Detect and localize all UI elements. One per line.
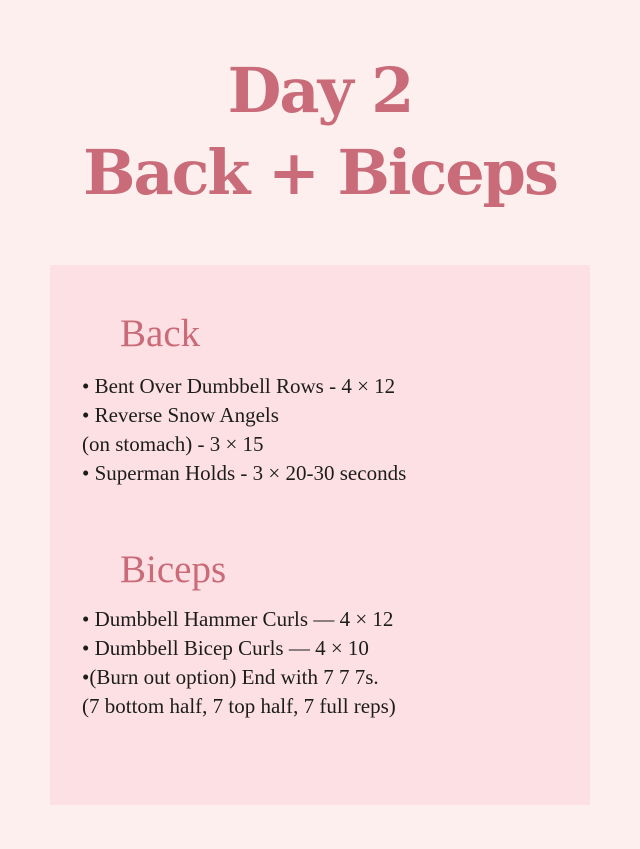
page-title-day: Day 2 — [227, 54, 413, 127]
workout-card — [50, 265, 590, 805]
page-title-workout: Back + Biceps — [83, 136, 557, 209]
list-item: • Dumbbell Hammer Curls — 4 × 12 — [82, 607, 394, 631]
section-heading-back: Back — [120, 312, 201, 355]
list-item: • Reverse Snow Angels — [82, 403, 279, 427]
section-heading-biceps: Biceps — [120, 548, 227, 591]
list-item: (7 bottom half, 7 top half, 7 full reps) — [82, 694, 396, 718]
list-item: • Superman Holds - 3 × 20-30 seconds — [82, 461, 407, 485]
list-item: •(Burn out option) End with 7 7 7s. — [82, 665, 379, 689]
list-item: • Dumbbell Bicep Curls — 4 × 10 — [82, 636, 369, 660]
exercise-list-back — [82, 372, 582, 488]
exercise-list-biceps — [82, 605, 582, 721]
list-item: (on stomach) - 3 × 15 — [82, 432, 264, 456]
list-item: • Bent Over Dumbbell Rows - 4 × 12 — [82, 374, 396, 398]
